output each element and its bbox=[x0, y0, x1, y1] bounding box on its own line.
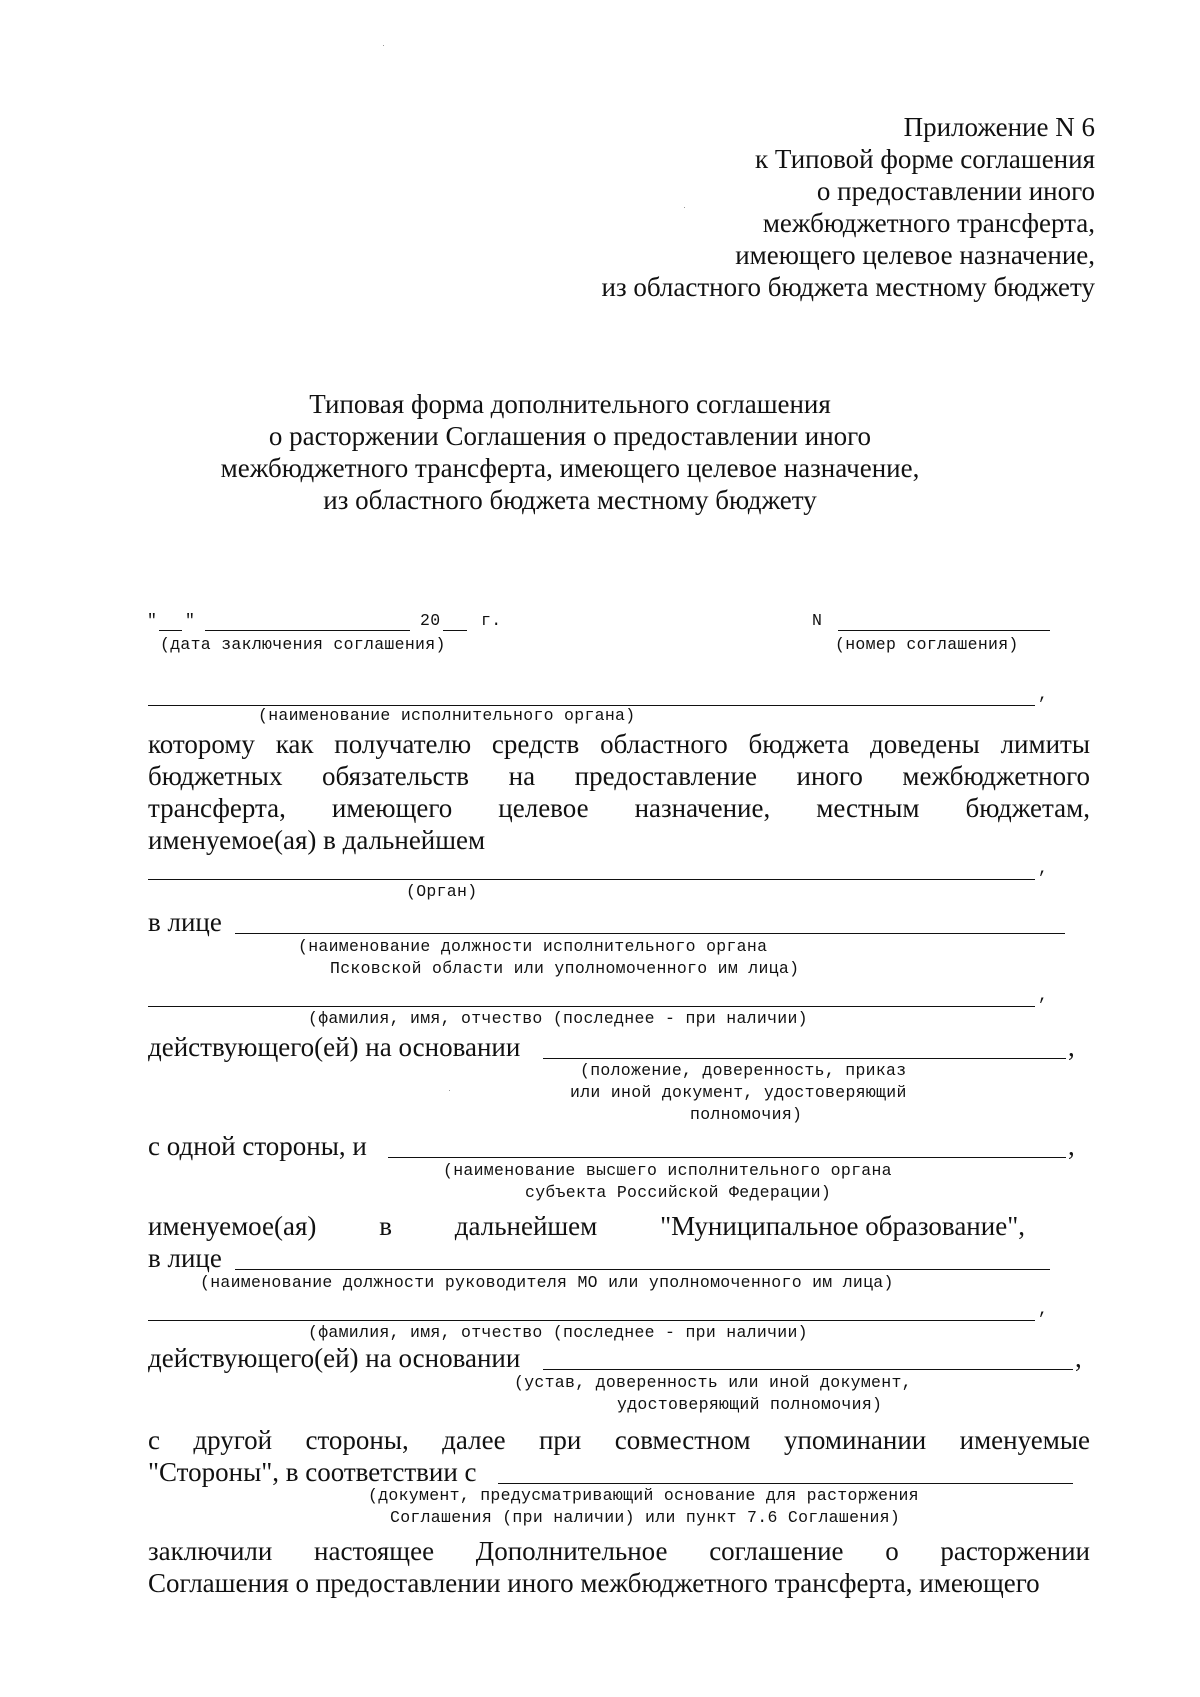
v-litse-label: в лице bbox=[148, 907, 222, 937]
year-blank bbox=[443, 630, 467, 631]
title-line-1: Типовая форма дополнительного соглашения bbox=[309, 389, 831, 419]
word: дальнейшем bbox=[454, 1211, 598, 1241]
word: получателю bbox=[334, 729, 472, 759]
document-blank bbox=[498, 1483, 1073, 1484]
scan-speck bbox=[383, 45, 384, 46]
number-label: N bbox=[812, 611, 823, 630]
paragraph-1-line-2 bbox=[148, 760, 1090, 792]
title-line-3: межбюджетного трансферта, имеющего целевое назначение, bbox=[220, 453, 920, 483]
word: лимиты bbox=[1000, 729, 1090, 759]
fio-caption-2: (фамилия, имя, отчество (последнее - при наличии) bbox=[308, 1323, 808, 1342]
word: заключили bbox=[148, 1536, 273, 1566]
word: средств bbox=[491, 729, 580, 759]
acting-on-basis-label: действующего(ей) на основании bbox=[148, 1032, 521, 1062]
position-caption-2: Псковской области или уполномоченного им лица) bbox=[330, 959, 800, 978]
other-side-line bbox=[148, 1424, 1090, 1456]
appendix-line-1: Приложение N 6 bbox=[903, 112, 1095, 142]
higher-caption-2: субъекта Российской Федерации) bbox=[525, 1183, 832, 1202]
comma: , bbox=[1075, 1343, 1082, 1373]
date-caption: (дата заключения соглашения) bbox=[160, 635, 446, 654]
head-position-blank bbox=[235, 1269, 1050, 1270]
organ-caption: (наименование исполнительного органа) bbox=[258, 706, 636, 725]
document-caption-2: Соглашения (при наличии) или пункт 7.6 Соглашения) bbox=[390, 1508, 901, 1527]
word: целевое bbox=[498, 793, 589, 823]
basis-caption-3: полномочия) bbox=[690, 1105, 803, 1124]
comma: , bbox=[1068, 1032, 1075, 1062]
organ-short-blank bbox=[148, 879, 1035, 880]
word: иного bbox=[796, 761, 863, 791]
word: стороны, bbox=[305, 1425, 409, 1455]
acting-on-basis-label-2: действующего(ей) на основании bbox=[148, 1343, 521, 1373]
word: далее bbox=[442, 1425, 506, 1455]
comma: , bbox=[1038, 859, 1049, 878]
word: упоминании bbox=[783, 1425, 927, 1455]
appendix-line-6: из областного бюджета местному бюджету bbox=[601, 272, 1095, 302]
charter-blank bbox=[543, 1369, 1073, 1370]
document-caption-1: (документ, предусматривающий основание для расторжения bbox=[368, 1486, 919, 1505]
word: бюджета bbox=[748, 729, 850, 759]
word: настоящее bbox=[314, 1536, 435, 1566]
word: "Муниципальное образование", bbox=[660, 1211, 1025, 1241]
scan-speck bbox=[684, 207, 685, 208]
number-caption: (номер соглашения) bbox=[835, 635, 1019, 654]
date-quote-open: " bbox=[147, 611, 158, 630]
charter-caption-1: (устав, доверенность или иной документ, bbox=[514, 1373, 912, 1392]
word: на bbox=[508, 761, 536, 791]
title-line-2: о расторжении Соглашения о предоставлении иного bbox=[268, 421, 872, 451]
word: бюджетных bbox=[148, 761, 283, 791]
word: именуемое(ая) bbox=[148, 1211, 317, 1241]
concluded-line bbox=[148, 1535, 1090, 1567]
basis-caption-1: (положение, доверенность, приказ bbox=[580, 1061, 907, 1080]
word: соглашение bbox=[709, 1536, 844, 1566]
word: трансферта, bbox=[148, 793, 286, 823]
appendix-line-5: имеющего целевое назначение, bbox=[735, 240, 1095, 270]
word: межбюджетного bbox=[902, 761, 1090, 791]
comma: , bbox=[1038, 1300, 1049, 1319]
month-blank bbox=[205, 630, 410, 631]
word: в bbox=[379, 1211, 392, 1241]
word: доведены bbox=[870, 729, 980, 759]
year-prefix: 20 bbox=[420, 611, 441, 630]
charter-caption-2: удостоверяющий полномочия) bbox=[617, 1395, 883, 1414]
paragraph-1-line-1 bbox=[148, 728, 1090, 760]
appendix-line-2: к Типовой форме соглашения bbox=[755, 144, 1095, 174]
word: о bbox=[885, 1536, 899, 1566]
word: расторжении bbox=[940, 1536, 1090, 1566]
word: имеющего bbox=[331, 793, 453, 823]
position-caption-1: (наименование должности исполнительного органа bbox=[298, 937, 768, 956]
comma: , bbox=[1038, 986, 1049, 1005]
v-litse-label-2: в лице bbox=[148, 1243, 222, 1273]
parties-in-accordance-label: "Стороны", в соответствии с bbox=[148, 1457, 477, 1487]
word: как bbox=[275, 729, 314, 759]
one-side-label: с одной стороны, и bbox=[148, 1131, 367, 1161]
appendix-line-3: о предоставлении иного bbox=[816, 176, 1095, 206]
higher-caption-1: (наименование высшего исполнительного органа bbox=[443, 1161, 892, 1180]
word: Дополнительное bbox=[475, 1536, 668, 1566]
scan-speck bbox=[449, 1090, 450, 1091]
word: бюджетам, bbox=[965, 793, 1090, 823]
head-caption: (наименование должности руководителя МО или уполномоченного им лица) bbox=[200, 1273, 894, 1292]
word: назначение, bbox=[634, 793, 771, 823]
word: областного bbox=[600, 729, 728, 759]
comma: , bbox=[1068, 1131, 1075, 1161]
number-blank bbox=[838, 630, 1050, 631]
named-line bbox=[148, 1210, 1025, 1242]
word: именуемые bbox=[959, 1425, 1090, 1455]
year-suffix: г. bbox=[481, 611, 502, 630]
position-blank bbox=[235, 933, 1065, 934]
word: которому bbox=[148, 729, 255, 759]
comma: , bbox=[1038, 685, 1049, 704]
word: местным bbox=[816, 793, 920, 823]
date-quote-close: " bbox=[185, 611, 196, 630]
fio-blank-2 bbox=[148, 1320, 1035, 1321]
paragraph-1-line-4: именуемое(ая) в дальнейшем bbox=[148, 825, 486, 855]
word: обязательств bbox=[322, 761, 470, 791]
day-blank bbox=[159, 630, 182, 631]
basis-caption-2: или иной документ, удостоверяющий bbox=[570, 1083, 907, 1102]
fio-blank bbox=[148, 1006, 1035, 1007]
word: совместном bbox=[614, 1425, 751, 1455]
higher-organ-blank bbox=[388, 1157, 1066, 1158]
word: предоставление bbox=[574, 761, 757, 791]
word: с bbox=[148, 1425, 160, 1455]
fio-caption: (фамилия, имя, отчество (последнее - при наличии) bbox=[308, 1009, 808, 1028]
organ-short-caption: (Орган) bbox=[406, 882, 478, 901]
last-line: Соглашения о предоставлении иного межбюджетного трансферта, имеющего bbox=[148, 1568, 1040, 1598]
word: при bbox=[538, 1425, 582, 1455]
basis-blank bbox=[543, 1058, 1066, 1059]
title-line-4: из областного бюджета местному бюджету bbox=[323, 485, 817, 515]
paragraph-1-line-3 bbox=[148, 792, 1090, 824]
appendix-line-4: межбюджетного трансферта, bbox=[762, 208, 1095, 238]
word: другой bbox=[193, 1425, 273, 1455]
